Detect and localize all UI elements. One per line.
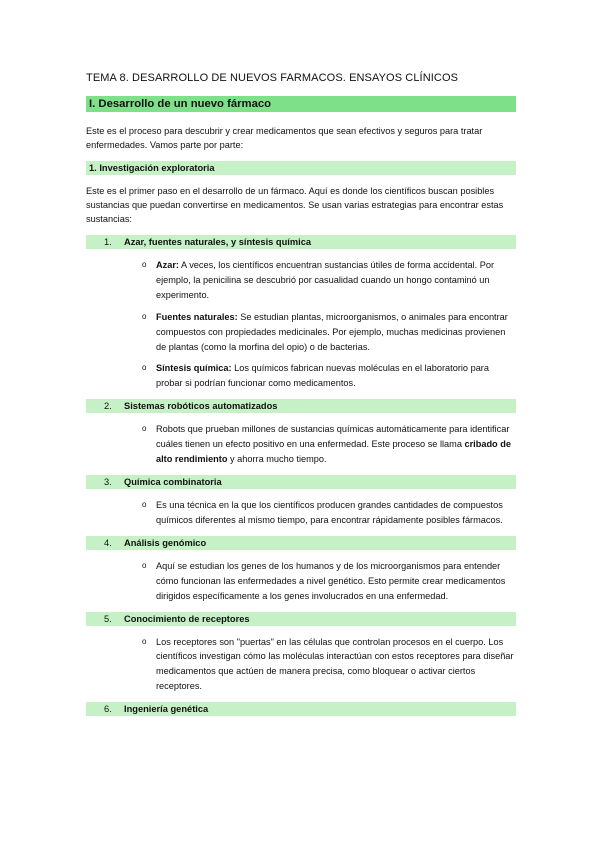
section-heading: I. Desarrollo de un nuevo fármaco [86,96,516,112]
bullet-text: Los receptores son "puertas" en las células que controlan procesos en el cuerpo. Los científicos investigan cómo las moléculas interactúan con estos receptores para diseñar medicamentos que actúen de manera precisa, como bloquear o activar ciertos receptores. [156,636,514,692]
bullet-icon: o [142,499,147,509]
numbered-item-heading [86,612,516,626]
bullet-text: Aquí se estudian los genes de los humanos y de los microorganismos para entender cómo funcionan las enfermedades a nivel genético. Esto permite crear medicamentos dirigidos específicamente a los genes involucrados en una enfermedad. [156,560,506,601]
bullet-item [142,258,516,303]
item-number: 4. [104,537,112,548]
item-label: Análisis genómico [124,537,207,548]
subsection-intro: Este es el primer paso en el desarrollo de un fármaco. Aquí es donde los científicos buscan posibles sustancias que puedan convertirse en medicamentos. Se usan varias estrategias para encontrar estas sustancias: [86,186,504,224]
numbered-item-heading [86,399,516,413]
item-label: Ingeniería genética [124,704,209,715]
item-number: 5. [104,613,112,624]
item-number: 2. [104,401,112,412]
bullet-icon: o [142,260,147,269]
item-number: 6. [104,704,112,715]
numbered-list [86,235,516,716]
item-label: Química combinatoria [124,476,222,487]
numbered-item-heading [86,702,516,716]
bullet-icon: o [142,311,147,321]
bullet-list [86,498,516,528]
bullet-term: Fuentes naturales: [156,311,238,322]
item-number: 1. [104,237,112,247]
bullet-list [86,559,516,604]
bullet-text: Los químicos fabrican nuevas moléculas en el laboratorio para probar si podrían funcionar como medicamentos. [156,363,489,389]
numbered-item-heading [86,475,516,489]
subsection-heading: 1. Investigación exploratoria [86,161,516,175]
numbered-item-heading [86,235,516,249]
bullet-term: Síntesis química: [156,363,232,374]
bullet-text: Es una técnica en la que los científicos producen grandes cantidades de compuestos químicos diferentes al mismo tiempo, para encontrar rápidamente posibles fármacos. [156,499,503,525]
bullet-text: A veces, los científicos encuentran sustancias útiles de forma accidental. Por ejemplo, la penicilina se descubrió por casualidad cuando un hongo contaminó un experimento. [156,260,495,300]
bullet-icon: o [142,424,147,434]
bullet-term: cribado de alto rendimiento [156,439,511,465]
bullet-text: Robots que prueban millones de sustancias químicas automáticamente para identificar cuáles tienen un efecto positivo en una enfermedad. Este proceso se llama [156,424,510,450]
bullet-text: y ahorra mucho tiempo. [227,454,327,465]
bullet-item [142,422,516,467]
bullet-icon: o [142,560,147,570]
bullet-text: Se estudian plantas, microorganismos, o animales para encontrar compuestos con propiedades medicinales. Por ejemplo, muchas medicinas provienen de plantas (como la morfina del opio) o de bacterias. [156,311,508,352]
document-page [86,72,516,725]
document-title: TEMA 8. DESARROLLO DE NUEVOS FARMACOS. ENSAYOS CLÍNICOS [86,72,459,84]
bullet-list [86,258,516,391]
bullet-item [142,559,516,604]
bullet-item [142,635,516,695]
numbered-item-heading [86,536,516,550]
bullet-item [142,310,516,355]
bullet-term: Azar: [156,260,179,270]
bullet-icon: o [142,636,147,646]
bullet-icon: o [142,363,147,373]
bullet-list [86,422,516,467]
item-label: Azar, fuentes naturales, y síntesis química [124,237,312,247]
item-number: 3. [104,476,112,487]
bullet-item [142,361,516,391]
section-intro: Este es el proceso para descubrir y crear medicamentos que sean efectivos y seguros para tratar enfermedades. Vamos parte por parte: [86,126,483,150]
item-label: Sistemas robóticos automatizados [124,401,278,412]
item-label: Conocimiento de receptores [124,613,250,624]
bullet-list [86,635,516,695]
bullet-item [142,498,516,528]
